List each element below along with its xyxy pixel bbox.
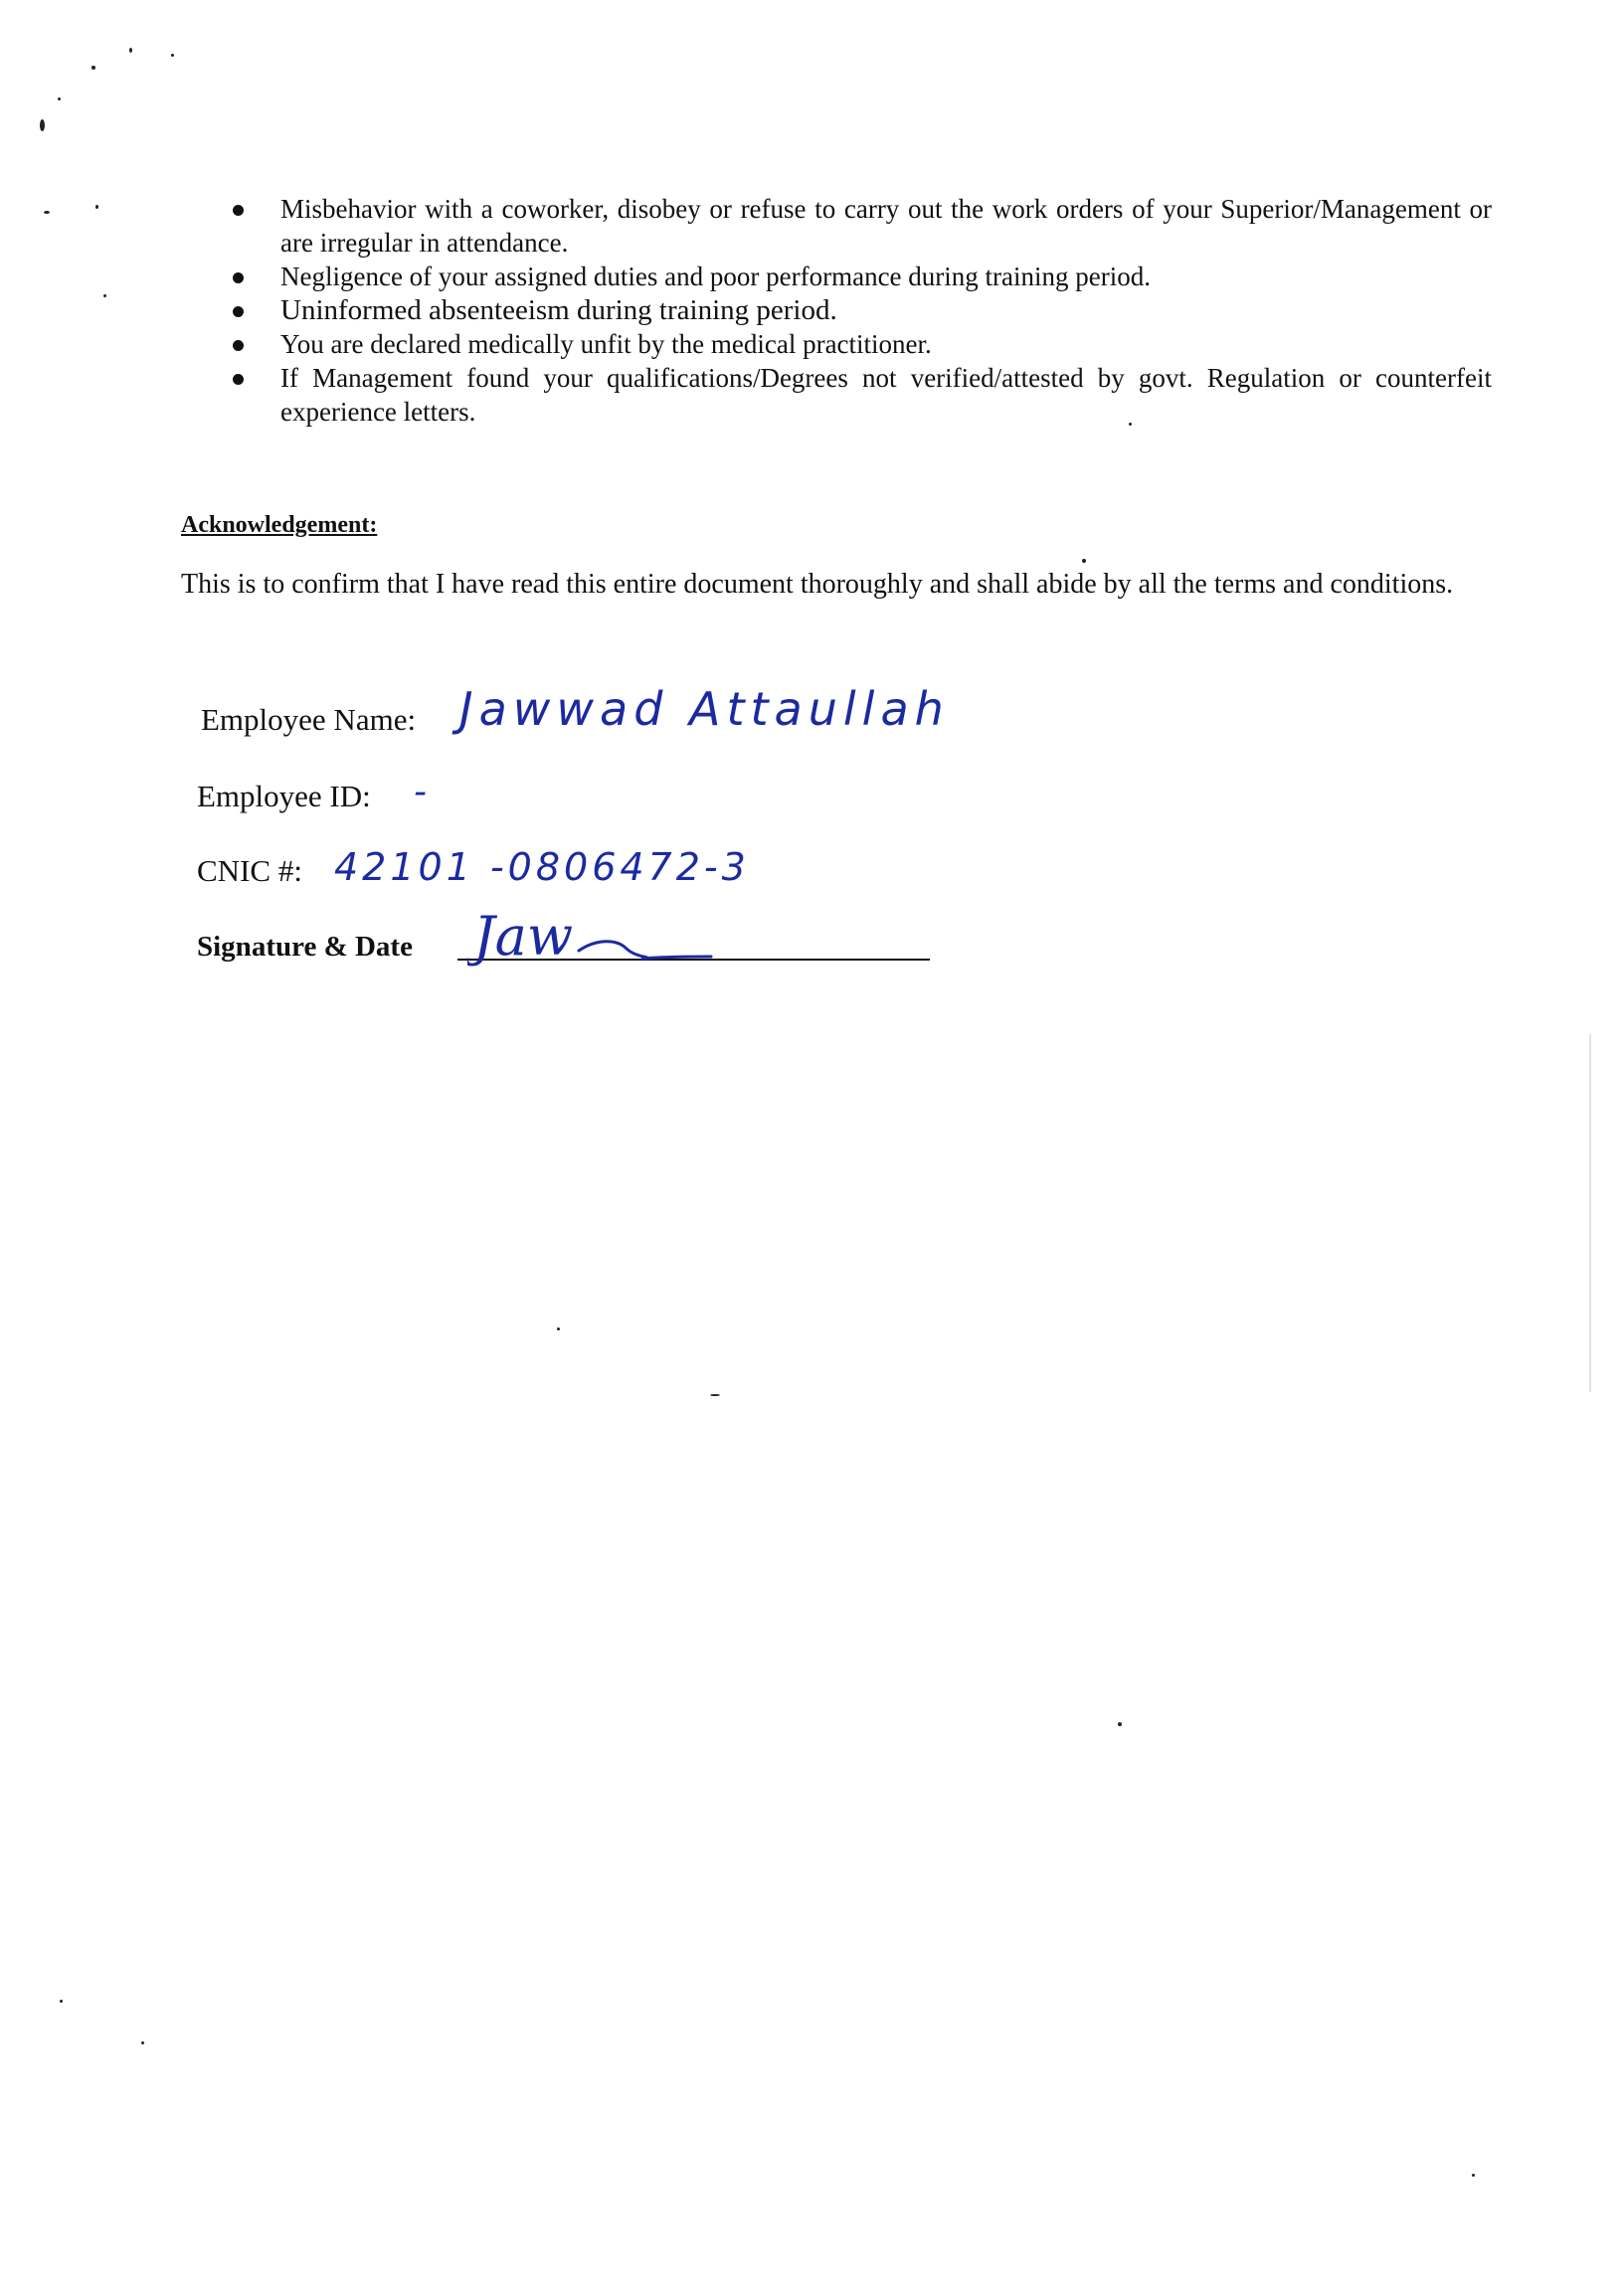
- employee-id-label: Employee ID:: [197, 779, 371, 813]
- list-item-text: Uninformed absenteeism during training period.: [280, 294, 837, 326]
- bullet-icon: [233, 374, 244, 385]
- employee-id-value: -: [414, 772, 429, 812]
- list-item: [229, 192, 1492, 260]
- scan-speck: [95, 205, 98, 209]
- list-item: [229, 361, 1492, 429]
- list-item-text: You are declared medically unfit by the medical practitioner.: [280, 329, 932, 359]
- list-item-text: Negligence of your assigned duties and poor performance during training period.: [280, 262, 1151, 291]
- bullet-icon: [233, 340, 244, 351]
- bullet-icon: [233, 205, 244, 216]
- scan-speck: [60, 2000, 63, 2003]
- scan-speck: [129, 48, 132, 53]
- signature-mark: [467, 899, 726, 969]
- scan-speck: [40, 119, 45, 131]
- list-item: [229, 293, 1492, 327]
- acknowledgement-heading: Acknowledgement:: [181, 512, 378, 538]
- conditions-list: [229, 192, 1492, 429]
- signature-text: Jaw: [473, 905, 574, 968]
- scan-speck: [171, 54, 174, 57]
- bullet-icon: [233, 272, 244, 283]
- employee-name-label: Employee Name:: [201, 702, 417, 737]
- signature-date-label: Signature & Date: [197, 931, 413, 963]
- scan-speck: [44, 211, 50, 214]
- list-item-text: Misbehavior with a coworker, disobey or refuse to carry out the work orders of your Superior/Management or are irregular in attendance.: [280, 194, 1492, 258]
- acknowledgement-text: This is to confirm that I have read this entire document thoroughly and shall abide by all the terms and conditions.: [181, 569, 1454, 600]
- scan-edge: [1589, 1034, 1591, 1392]
- scan-speck: [141, 2041, 144, 2044]
- cnic-value: 42101 -0806472-3: [334, 845, 750, 889]
- scan-speck: [1082, 559, 1086, 563]
- scan-speck: [91, 66, 95, 70]
- scan-speck: [1118, 1722, 1122, 1726]
- scan-speck: [557, 1327, 560, 1330]
- list-item-text: If Management found your qualifications/Degrees not verified/attested by govt. Regulation or counterfeit experience letters.: [280, 363, 1492, 427]
- scan-speck: [1472, 2174, 1475, 2177]
- list-item: [229, 327, 1492, 361]
- scan-speck: [710, 1394, 720, 1396]
- scan-speck: [103, 294, 106, 297]
- list-item: [229, 260, 1492, 293]
- scan-speck: [58, 97, 61, 100]
- employee-name-value: Jawwad Attaullah: [459, 682, 950, 736]
- cnic-label: CNIC #:: [197, 853, 302, 888]
- bullet-icon: [233, 306, 244, 317]
